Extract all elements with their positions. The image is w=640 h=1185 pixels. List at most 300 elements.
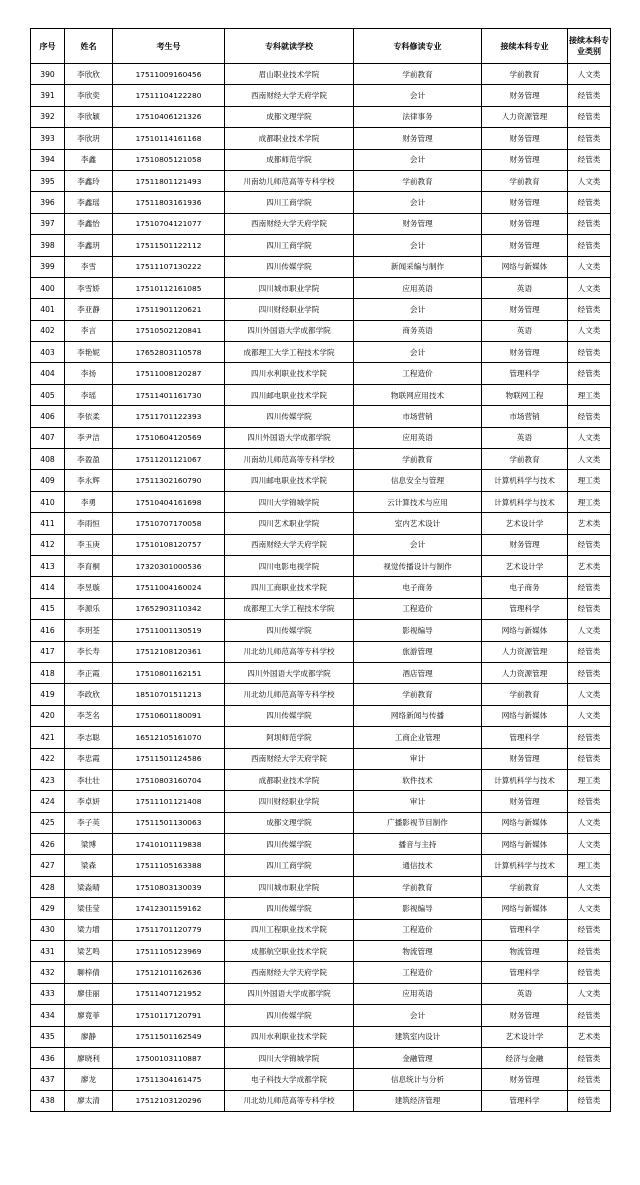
- cell-bachelor-major: 网络与新媒体: [482, 834, 568, 855]
- cell-exam-no: 17412301159162: [113, 898, 225, 919]
- table-row: [31, 1069, 611, 1090]
- cell-college-major: 会计: [354, 192, 482, 213]
- cell-bachelor-category: 经管类: [568, 1047, 611, 1068]
- cell-exam-no: 17510502120841: [113, 320, 225, 341]
- cell-bachelor-major: 市场营销: [482, 406, 568, 427]
- cell-college: 西南财经大学天府学院: [225, 962, 354, 983]
- cell-college-major: 会计: [354, 235, 482, 256]
- table-row: [31, 641, 611, 662]
- cell-college: 四川传媒学院: [225, 620, 354, 641]
- cell-bachelor-major: 艺术设计学: [482, 555, 568, 576]
- cell-bachelor-category: 理工类: [568, 470, 611, 491]
- cell-bachelor-major: 网络与新媒体: [482, 705, 568, 726]
- cell-bachelor-major: 管理科学: [482, 1090, 568, 1111]
- admission-list-sheet: [30, 28, 610, 1112]
- cell-college: 四川外国语大学成都学院: [225, 427, 354, 448]
- cell-bachelor-category: 经管类: [568, 192, 611, 213]
- cell-bachelor-major: 管理科学: [482, 727, 568, 748]
- cell-seq: 419: [31, 684, 65, 705]
- table-row: [31, 363, 611, 384]
- cell-seq: 392: [31, 106, 65, 127]
- cell-college: 川南幼儿师范高等专科学校: [225, 449, 354, 470]
- cell-bachelor-category: 人文类: [568, 320, 611, 341]
- cell-seq: 405: [31, 384, 65, 405]
- cell-seq: 395: [31, 170, 65, 191]
- cell-exam-no: 17511008120287: [113, 363, 225, 384]
- cell-exam-no: 16512105161070: [113, 727, 225, 748]
- cell-exam-no: 17511401161730: [113, 384, 225, 405]
- cell-bachelor-major: 人力资源管理: [482, 641, 568, 662]
- cell-bachelor-major: 财务管理: [482, 791, 568, 812]
- cell-seq: 410: [31, 491, 65, 512]
- cell-name: 廖佳丽: [65, 983, 113, 1004]
- cell-name: 李正霞: [65, 662, 113, 683]
- cell-seq: 411: [31, 513, 65, 534]
- cell-college-major: 通信技术: [354, 855, 482, 876]
- header-seq: 序号: [31, 29, 65, 64]
- cell-exam-no: 17510604120569: [113, 427, 225, 448]
- cell-bachelor-major: 财务管理: [482, 342, 568, 363]
- cell-seq: 399: [31, 256, 65, 277]
- cell-college-major: 物联网应用技术: [354, 384, 482, 405]
- cell-seq: 397: [31, 213, 65, 234]
- cell-college-major: 工商企业管理: [354, 727, 482, 748]
- table-row: [31, 449, 611, 470]
- cell-college-major: 电子商务: [354, 577, 482, 598]
- cell-college: 四川水利职业技术学院: [225, 363, 354, 384]
- table-row: [31, 555, 611, 576]
- cell-bachelor-category: 经管类: [568, 748, 611, 769]
- cell-bachelor-category: 人文类: [568, 256, 611, 277]
- table-row: [31, 491, 611, 512]
- cell-bachelor-major: 物流管理: [482, 941, 568, 962]
- cell-exam-no: 17510707170058: [113, 513, 225, 534]
- cell-exam-no: 17511107130222: [113, 256, 225, 277]
- cell-bachelor-major: 学前教育: [482, 684, 568, 705]
- cell-seq: 420: [31, 705, 65, 726]
- table-row: [31, 791, 611, 812]
- table-row: [31, 577, 611, 598]
- cell-college-major: 新闻采编与制作: [354, 256, 482, 277]
- cell-college-major: 旅游管理: [354, 641, 482, 662]
- cell-name: 李依柔: [65, 406, 113, 427]
- cell-exam-no: 17512101162636: [113, 962, 225, 983]
- cell-college-major: 会计: [354, 342, 482, 363]
- cell-college-major: 应用英语: [354, 983, 482, 1004]
- cell-name: 李壮壮: [65, 769, 113, 790]
- cell-bachelor-major: 英语: [482, 983, 568, 1004]
- cell-college-major: 法律事务: [354, 106, 482, 127]
- cell-bachelor-category: 理工类: [568, 491, 611, 512]
- cell-bachelor-major: 财务管理: [482, 235, 568, 256]
- cell-college-major: 工程造价: [354, 919, 482, 940]
- cell-college-major: 会计: [354, 149, 482, 170]
- cell-name: 廖静: [65, 1026, 113, 1047]
- cell-bachelor-major: 计算机科学与技术: [482, 855, 568, 876]
- cell-exam-no: 17511104122280: [113, 85, 225, 106]
- table-row: [31, 705, 611, 726]
- cell-name: 李子英: [65, 812, 113, 833]
- cell-name: 李卓妍: [65, 791, 113, 812]
- cell-college: 成都理工大学工程技术学院: [225, 598, 354, 619]
- cell-seq: 398: [31, 235, 65, 256]
- table-row: [31, 235, 611, 256]
- cell-bachelor-major: 学前教育: [482, 170, 568, 191]
- cell-exam-no: 17511501122112: [113, 235, 225, 256]
- cell-bachelor-major: 财务管理: [482, 1005, 568, 1026]
- cell-seq: 422: [31, 748, 65, 769]
- cell-seq: 396: [31, 192, 65, 213]
- cell-bachelor-category: 经管类: [568, 662, 611, 683]
- cell-exam-no: 17510406121326: [113, 106, 225, 127]
- cell-college: 四川财经职业学院: [225, 791, 354, 812]
- cell-seq: 406: [31, 406, 65, 427]
- cell-seq: 403: [31, 342, 65, 363]
- cell-bachelor-category: 经管类: [568, 406, 611, 427]
- cell-exam-no: 17512108120361: [113, 641, 225, 662]
- cell-exam-no: 17511201121067: [113, 449, 225, 470]
- cell-exam-no: 17510601180091: [113, 705, 225, 726]
- cell-bachelor-category: 人文类: [568, 427, 611, 448]
- table-row: [31, 941, 611, 962]
- cell-college-major: 商务英语: [354, 320, 482, 341]
- cell-college: 四川工商职业技术学院: [225, 577, 354, 598]
- cell-college: 四川传媒学院: [225, 1005, 354, 1026]
- cell-bachelor-category: 经管类: [568, 149, 611, 170]
- cell-name: 廖晓利: [65, 1047, 113, 1068]
- cell-bachelor-category: 艺术类: [568, 1026, 611, 1047]
- cell-college: 成都航空职业技术学院: [225, 941, 354, 962]
- cell-bachelor-major: 学前教育: [482, 64, 568, 85]
- cell-bachelor-major: 财务管理: [482, 1069, 568, 1090]
- cell-college-major: 会计: [354, 299, 482, 320]
- cell-seq: 401: [31, 299, 65, 320]
- cell-bachelor-category: 人文类: [568, 834, 611, 855]
- header-college-major: 专科修读专业: [354, 29, 482, 64]
- cell-name: 李长寿: [65, 641, 113, 662]
- cell-name: 廖龙: [65, 1069, 113, 1090]
- cell-bachelor-major: 网络与新媒体: [482, 620, 568, 641]
- table-row: [31, 834, 611, 855]
- cell-exam-no: 17500103110887: [113, 1047, 225, 1068]
- table-row: [31, 812, 611, 833]
- cell-seq: 438: [31, 1090, 65, 1111]
- table-header-row: [31, 29, 611, 64]
- cell-college: 川北幼儿师范高等专科学校: [225, 684, 354, 705]
- table-row: [31, 256, 611, 277]
- cell-seq: 427: [31, 855, 65, 876]
- cell-name: 李瑶: [65, 384, 113, 405]
- cell-college-major: 学前教育: [354, 876, 482, 897]
- cell-name: 廖竟菲: [65, 1005, 113, 1026]
- cell-college-major: 网络新闻与传播: [354, 705, 482, 726]
- table-row: [31, 192, 611, 213]
- cell-name: 李芝名: [65, 705, 113, 726]
- cell-college-major: 信息统计与分析: [354, 1069, 482, 1090]
- table-row: [31, 1005, 611, 1026]
- cell-bachelor-major: 网络与新媒体: [482, 256, 568, 277]
- table-row: [31, 983, 611, 1004]
- cell-name: 李亚静: [65, 299, 113, 320]
- cell-exam-no: 17511701122393: [113, 406, 225, 427]
- table-row: [31, 299, 611, 320]
- table-row: [31, 1047, 611, 1068]
- cell-exam-no: 17510805121058: [113, 149, 225, 170]
- cell-exam-no: 17511302160790: [113, 470, 225, 491]
- cell-name: 李欣颖: [65, 106, 113, 127]
- cell-exam-no: 17652803110578: [113, 342, 225, 363]
- cell-college-major: 应用英语: [354, 277, 482, 298]
- table-row: [31, 1090, 611, 1111]
- cell-bachelor-category: 理工类: [568, 855, 611, 876]
- cell-seq: 402: [31, 320, 65, 341]
- cell-college-major: 工程造价: [354, 363, 482, 384]
- cell-college-major: 学前教育: [354, 684, 482, 705]
- cell-exam-no: 17511801121493: [113, 170, 225, 191]
- cell-bachelor-major: 财务管理: [482, 299, 568, 320]
- table-row: [31, 919, 611, 940]
- cell-seq: 418: [31, 662, 65, 683]
- cell-college: 西南财经大学天府学院: [225, 748, 354, 769]
- cell-college-major: 财务管理: [354, 128, 482, 149]
- cell-name: 梁博: [65, 834, 113, 855]
- cell-seq: 432: [31, 962, 65, 983]
- cell-college-major: 酒店管理: [354, 662, 482, 683]
- cell-exam-no: 17510108120757: [113, 534, 225, 555]
- cell-seq: 412: [31, 534, 65, 555]
- cell-exam-no: 17511803161936: [113, 192, 225, 213]
- cell-bachelor-major: 计算机科学与技术: [482, 470, 568, 491]
- cell-college-major: 学前教育: [354, 170, 482, 191]
- cell-college: 四川邮电职业技术学院: [225, 384, 354, 405]
- cell-college: 四川外国语大学成都学院: [225, 320, 354, 341]
- cell-name: 梁淼晴: [65, 876, 113, 897]
- table-row: [31, 384, 611, 405]
- cell-exam-no: 17320301000536: [113, 555, 225, 576]
- cell-college: 成都文理学院: [225, 812, 354, 833]
- cell-name: 李鑫瑶: [65, 192, 113, 213]
- admission-table: [30, 28, 611, 1112]
- cell-college: 四川外国语大学成都学院: [225, 983, 354, 1004]
- cell-college-major: 建筑经济管理: [354, 1090, 482, 1111]
- cell-bachelor-major: 物联网工程: [482, 384, 568, 405]
- cell-exam-no: 17510117120791: [113, 1005, 225, 1026]
- cell-college: 四川工商学院: [225, 192, 354, 213]
- cell-bachelor-major: 计算机科学与技术: [482, 491, 568, 512]
- cell-bachelor-category: 经管类: [568, 106, 611, 127]
- cell-bachelor-category: 经管类: [568, 577, 611, 598]
- cell-bachelor-category: 经管类: [568, 85, 611, 106]
- cell-seq: 421: [31, 727, 65, 748]
- cell-bachelor-category: 经管类: [568, 1090, 611, 1111]
- cell-seq: 430: [31, 919, 65, 940]
- cell-college-major: 物流管理: [354, 941, 482, 962]
- header-name: 姓名: [65, 29, 113, 64]
- cell-bachelor-category: 经管类: [568, 919, 611, 940]
- table-row: [31, 128, 611, 149]
- cell-bachelor-category: 人文类: [568, 983, 611, 1004]
- cell-college: 四川城市职业学院: [225, 876, 354, 897]
- cell-name: 李鑫: [65, 149, 113, 170]
- cell-bachelor-category: 人文类: [568, 705, 611, 726]
- cell-college-major: 建筑室内设计: [354, 1026, 482, 1047]
- cell-seq: 435: [31, 1026, 65, 1047]
- cell-bachelor-major: 艺术设计学: [482, 1026, 568, 1047]
- cell-bachelor-major: 网络与新媒体: [482, 898, 568, 919]
- table-row: [31, 513, 611, 534]
- cell-college: 四川财经职业学院: [225, 299, 354, 320]
- cell-name: 李鑫怡: [65, 213, 113, 234]
- table-row: [31, 962, 611, 983]
- cell-exam-no: 17511901120621: [113, 299, 225, 320]
- cell-college-major: 学前教育: [354, 64, 482, 85]
- cell-bachelor-category: 经管类: [568, 1069, 611, 1090]
- cell-name: 李志聪: [65, 727, 113, 748]
- cell-name: 廖太清: [65, 1090, 113, 1111]
- cell-college: 川北幼儿师范高等专科学校: [225, 1090, 354, 1111]
- cell-college-major: 工程造价: [354, 962, 482, 983]
- cell-bachelor-category: 理工类: [568, 384, 611, 405]
- cell-name: 李政欣: [65, 684, 113, 705]
- cell-bachelor-major: 网络与新媒体: [482, 812, 568, 833]
- cell-seq: 423: [31, 769, 65, 790]
- cell-name: 李扬: [65, 363, 113, 384]
- cell-bachelor-major: 财务管理: [482, 128, 568, 149]
- cell-exam-no: 17510803160704: [113, 769, 225, 790]
- cell-bachelor-major: 财务管理: [482, 149, 568, 170]
- cell-name: 李艳妮: [65, 342, 113, 363]
- cell-bachelor-category: 经管类: [568, 128, 611, 149]
- cell-bachelor-category: 人文类: [568, 64, 611, 85]
- cell-seq: 404: [31, 363, 65, 384]
- cell-college: 四川工商学院: [225, 235, 354, 256]
- table-row: [31, 427, 611, 448]
- cell-college: 四川水利职业技术学院: [225, 1026, 354, 1047]
- cell-bachelor-category: 人文类: [568, 170, 611, 191]
- cell-college: 电子科技大学成都学院: [225, 1069, 354, 1090]
- cell-exam-no: 17510112161085: [113, 277, 225, 298]
- cell-seq: 424: [31, 791, 65, 812]
- table-row: [31, 876, 611, 897]
- cell-college: 川南幼儿师范高等专科学校: [225, 170, 354, 191]
- cell-college-major: 软件技术: [354, 769, 482, 790]
- cell-bachelor-category: 人文类: [568, 898, 611, 919]
- cell-name: 李勇: [65, 491, 113, 512]
- cell-college-major: 云计算技术与应用: [354, 491, 482, 512]
- cell-college: 四川外国语大学成都学院: [225, 662, 354, 683]
- cell-seq: 425: [31, 812, 65, 833]
- cell-bachelor-category: 经管类: [568, 1005, 611, 1026]
- table-row: [31, 534, 611, 555]
- cell-seq: 394: [31, 149, 65, 170]
- cell-bachelor-major: 管理科学: [482, 919, 568, 940]
- cell-college: 成都师范学院: [225, 149, 354, 170]
- cell-college-major: 会计: [354, 1005, 482, 1026]
- cell-college: 四川电影电视学院: [225, 555, 354, 576]
- cell-name: 李雨恒: [65, 513, 113, 534]
- cell-name: 聊梓倩: [65, 962, 113, 983]
- cell-exam-no: 17511001130519: [113, 620, 225, 641]
- cell-seq: 407: [31, 427, 65, 448]
- cell-name: 李言: [65, 320, 113, 341]
- table-row: [31, 470, 611, 491]
- cell-name: 梁森: [65, 855, 113, 876]
- table-row: [31, 620, 611, 641]
- cell-name: 李欣玥: [65, 128, 113, 149]
- cell-name: 李欣奕: [65, 85, 113, 106]
- cell-college-major: 室内艺术设计: [354, 513, 482, 534]
- cell-bachelor-category: 理工类: [568, 769, 611, 790]
- cell-bachelor-major: 人力资源管理: [482, 662, 568, 683]
- cell-bachelor-major: 英语: [482, 427, 568, 448]
- cell-exam-no: 17510404161698: [113, 491, 225, 512]
- cell-bachelor-category: 经管类: [568, 598, 611, 619]
- table-row: [31, 213, 611, 234]
- cell-bachelor-category: 经管类: [568, 213, 611, 234]
- cell-college-major: 学前教育: [354, 449, 482, 470]
- cell-bachelor-category: 人文类: [568, 876, 611, 897]
- cell-college-major: 视觉传播设计与制作: [354, 555, 482, 576]
- cell-bachelor-category: 人文类: [568, 684, 611, 705]
- cell-bachelor-major: 学前教育: [482, 876, 568, 897]
- cell-name: 李鑫玲: [65, 170, 113, 191]
- header-college: 专科就读学校: [225, 29, 354, 64]
- cell-college: 四川城市职业学院: [225, 277, 354, 298]
- cell-bachelor-major: 人力资源管理: [482, 106, 568, 127]
- cell-bachelor-major: 财务管理: [482, 534, 568, 555]
- cell-bachelor-major: 英语: [482, 320, 568, 341]
- cell-bachelor-major: 管理科学: [482, 962, 568, 983]
- cell-bachelor-category: 经管类: [568, 727, 611, 748]
- table-row: [31, 406, 611, 427]
- cell-college: 四川邮电职业技术学院: [225, 470, 354, 491]
- cell-name: 李育桐: [65, 555, 113, 576]
- cell-name: 李忠霞: [65, 748, 113, 769]
- cell-seq: 400: [31, 277, 65, 298]
- table-row: [31, 64, 611, 85]
- cell-seq: 434: [31, 1005, 65, 1026]
- cell-seq: 433: [31, 983, 65, 1004]
- cell-name: 梁艺鸣: [65, 941, 113, 962]
- cell-seq: 393: [31, 128, 65, 149]
- cell-exam-no: 17511304161475: [113, 1069, 225, 1090]
- table-row: [31, 106, 611, 127]
- cell-college-major: 影视编导: [354, 620, 482, 641]
- table-row: [31, 170, 611, 191]
- cell-exam-no: 17410101119838: [113, 834, 225, 855]
- cell-name: 李源乐: [65, 598, 113, 619]
- cell-college-major: 应用英语: [354, 427, 482, 448]
- cell-college-major: 审计: [354, 748, 482, 769]
- cell-seq: 431: [31, 941, 65, 962]
- table-row: [31, 684, 611, 705]
- cell-exam-no: 17512103120296: [113, 1090, 225, 1111]
- cell-name: 李鑫玥: [65, 235, 113, 256]
- cell-college-major: 播音与主持: [354, 834, 482, 855]
- cell-name: 李玥荃: [65, 620, 113, 641]
- table-row: [31, 320, 611, 341]
- cell-seq: 414: [31, 577, 65, 598]
- table-row: [31, 1026, 611, 1047]
- table-row: [31, 748, 611, 769]
- cell-college-major: 金融管理: [354, 1047, 482, 1068]
- cell-bachelor-category: 经管类: [568, 342, 611, 363]
- cell-name: 李昱璇: [65, 577, 113, 598]
- cell-name: 李雪娇: [65, 277, 113, 298]
- cell-bachelor-category: 经管类: [568, 791, 611, 812]
- cell-exam-no: 17510801162151: [113, 662, 225, 683]
- cell-exam-no: 17652903110342: [113, 598, 225, 619]
